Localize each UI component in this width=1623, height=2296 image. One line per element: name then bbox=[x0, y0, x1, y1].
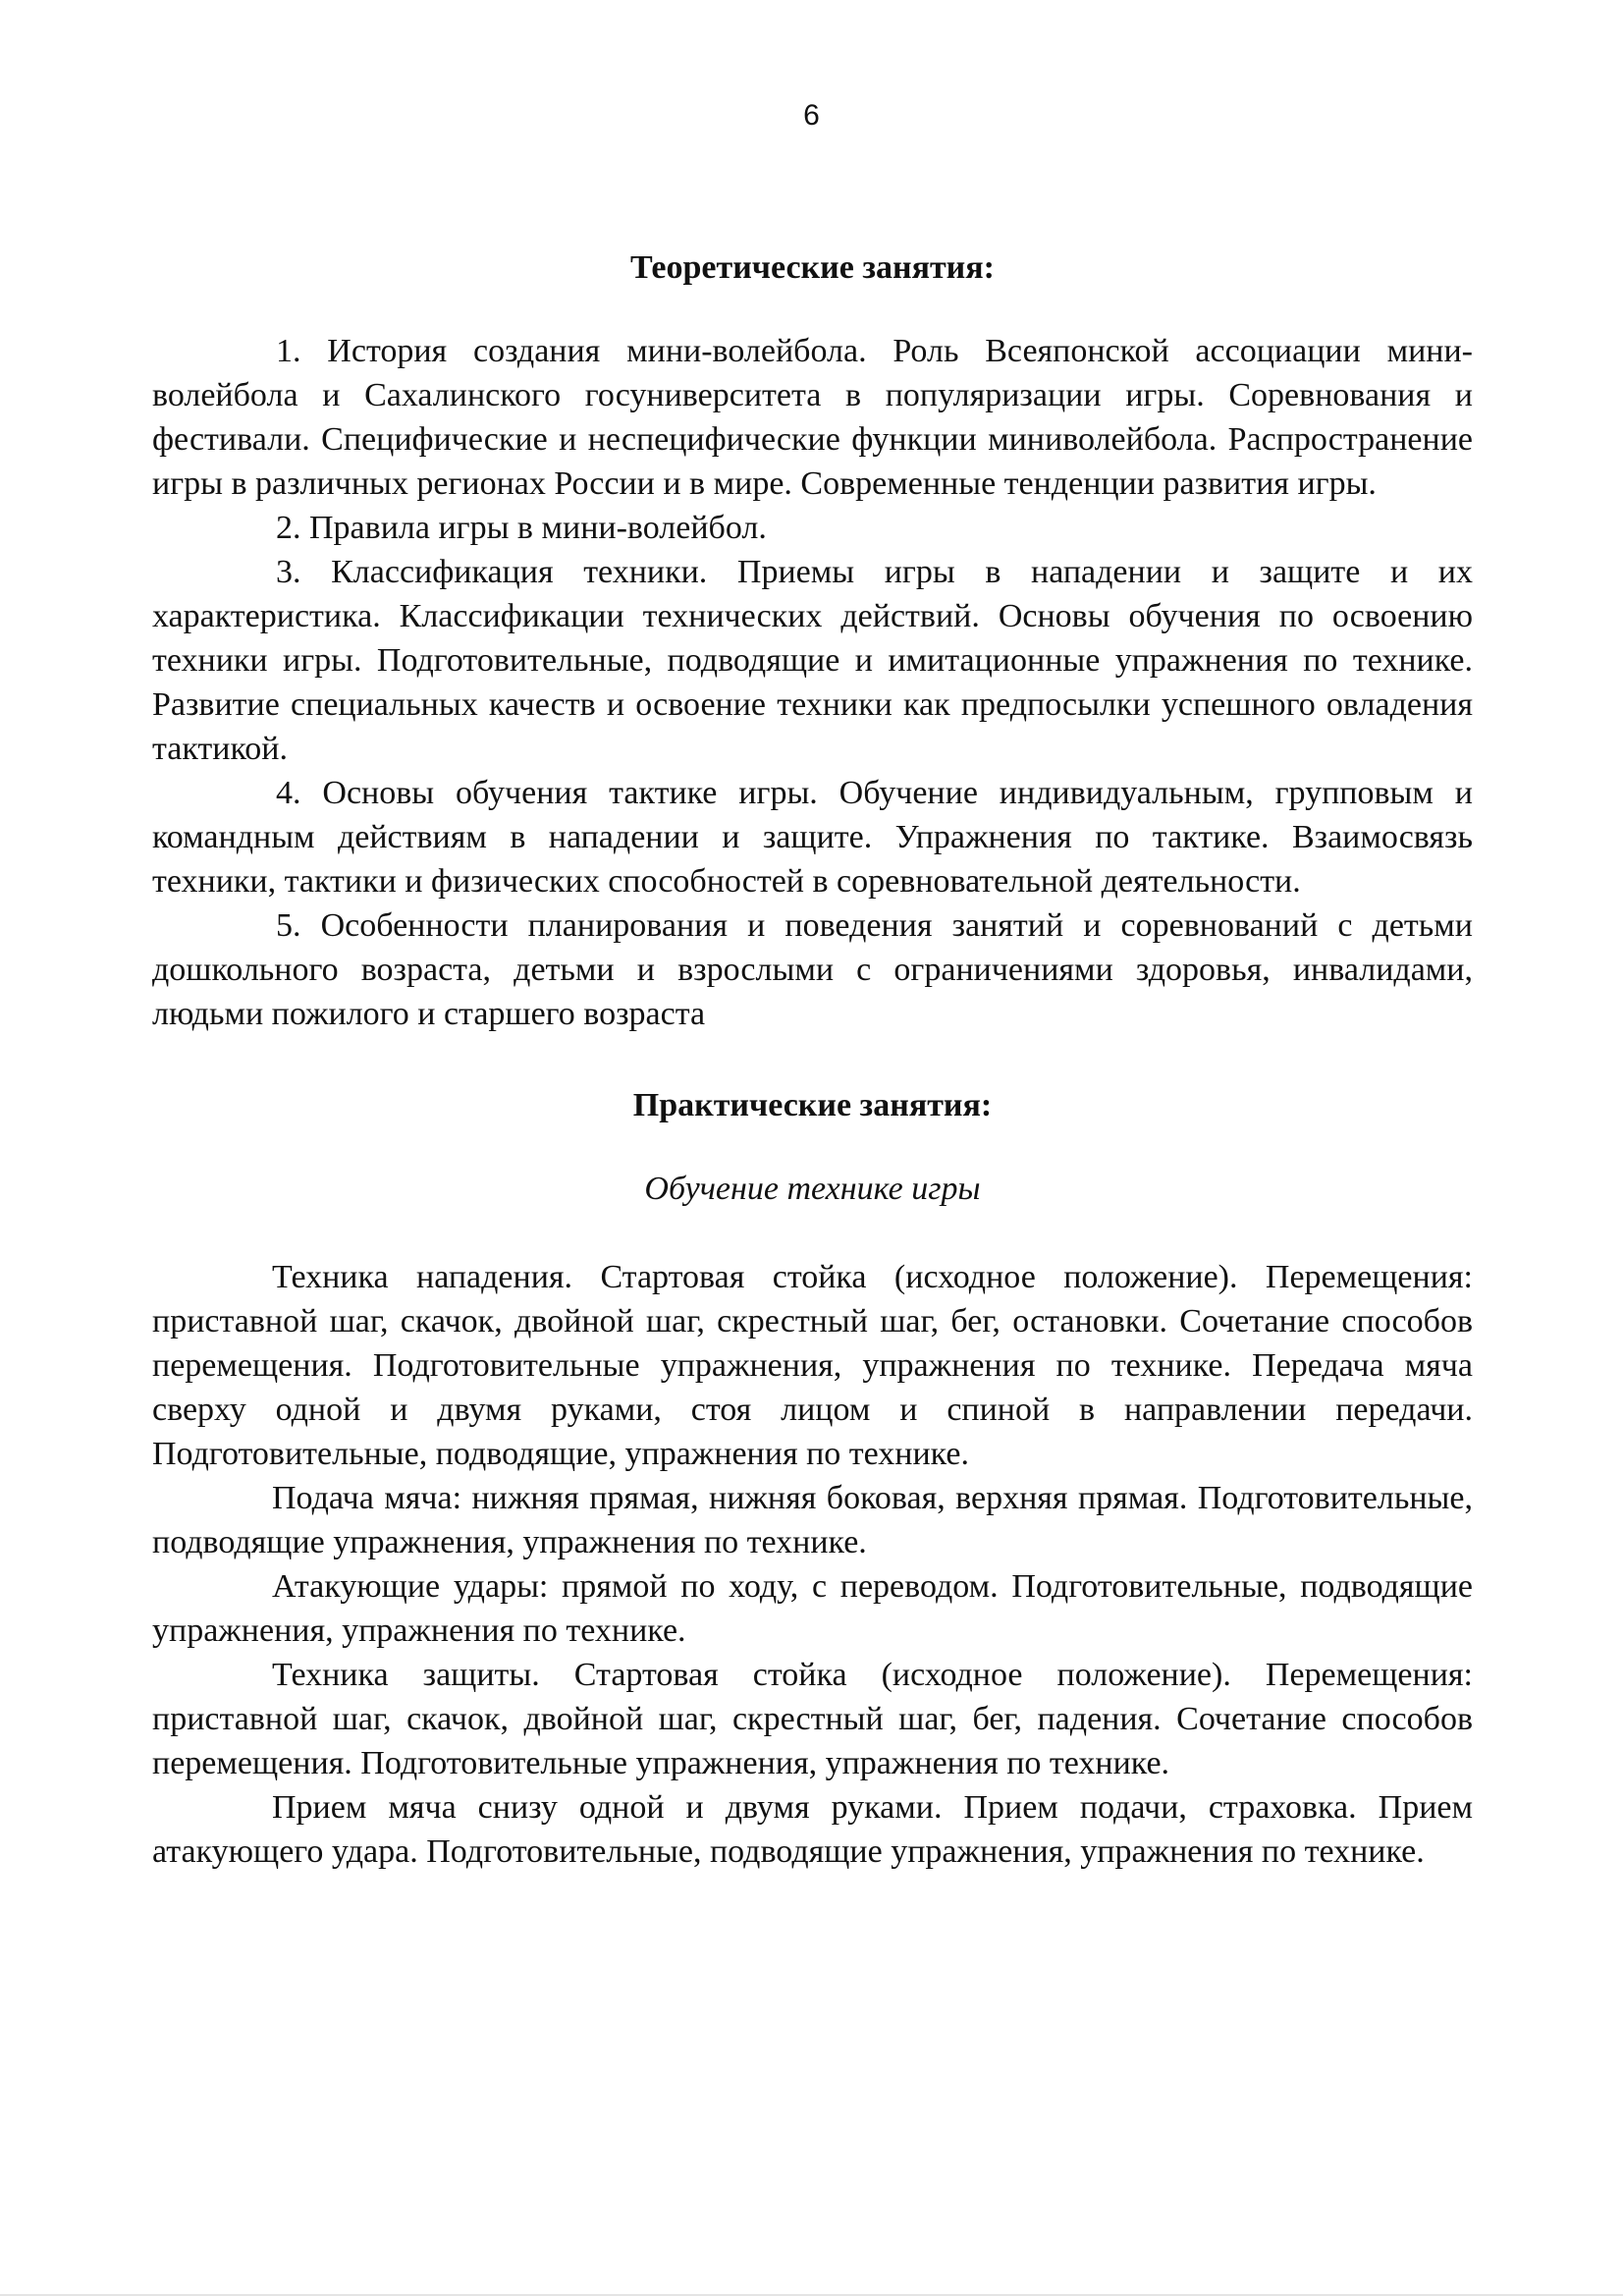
theory-heading: Теоретические занятия: bbox=[630, 249, 995, 286]
theory-item-3: 3. Классификация техники. Приемы игры в нападении и защите и их характеристика. Классификации технических действий. Основы обучения по освоению техники игры. Подготовительные, подводящие и имитационные упражнения по технике. Развитие специальных качеств и освоение техники как предпосылки успешного овладения тактикой. bbox=[152, 554, 1473, 767]
page-number: 6 bbox=[803, 99, 820, 132]
practice-paragraph-reception: Прием мяча снизу одной и двумя руками. Прием подачи, страховка. Прием атакующего удара. Подготовительные, подводящие упражнения, упражнения по технике. bbox=[152, 1789, 1473, 1870]
practice-paragraph-attack-technique: Техника нападения. Стартовая стойка (исходное положение). Перемещения: приставной шаг, скачок, двойной шаг, скрестный шаг, бег, остановки. Сочетание способов перемещения. Подготовительные упражнения, упражнения по технике. Передача мяча сверху одной и двумя руками, стоя лицом и спиной в направлении передачи. Подготовительные, подводящие, упражнения по технике. bbox=[152, 1259, 1473, 1472]
practice-paragraph-serve: Подача мяча: нижняя прямая, нижняя боковая, верхняя прямая. Подготовительные, подводящие упражнения, упражнения по технике. bbox=[152, 1480, 1473, 1560]
practice-heading: Практические занятия: bbox=[632, 1087, 993, 1123]
practice-subheading: Обучение технике игры bbox=[644, 1171, 981, 1207]
theory-item-4: 4. Основы обучения тактике игры. Обучение индивидуальным, групповым и командным действиям в нападении и защите. Упражнения по тактике. Взаимосвязь техники, тактики и физических способностей в соревновательной деятельности. bbox=[152, 775, 1473, 900]
theory-item-2: 2. Правила игры в мини-волейбол. bbox=[276, 510, 767, 546]
practice-paragraph-defense-technique: Техника защиты. Стартовая стойка (исходное положение). Перемещения: приставной шаг, скачок, двойной шаг, скрестный шаг, бег, падения. Сочетание способов перемещения. Подготовительные упражнения, упражнения по технике. bbox=[152, 1657, 1473, 1781]
theory-item-1: 1. История создания мини-волейбола. Роль Всеяпонской ассоциации мини-волейбола и Сахалинского госуниверситета в популяризации игры. Соревнования и фестивали. Специфические и неспецифические функции миниволейбола. Распространение игры в различных регионах России и в мире. Современные тенденции развития игры. bbox=[152, 333, 1473, 502]
theory-item-5: 5. Особенности планирования и поведения занятий и соревнований с детьми дошкольного возраста, детьми и взрослыми с ограничениями здоровья, инвалидами, людьми пожилого и старшего возраста bbox=[152, 907, 1473, 1032]
practice-paragraph-attack-hits: Атакующие удары: прямой по ходу, с переводом. Подготовительные, подводящие упражнения, упражнения по технике. bbox=[152, 1568, 1473, 1649]
page-content bbox=[152, 201, 1473, 1874]
